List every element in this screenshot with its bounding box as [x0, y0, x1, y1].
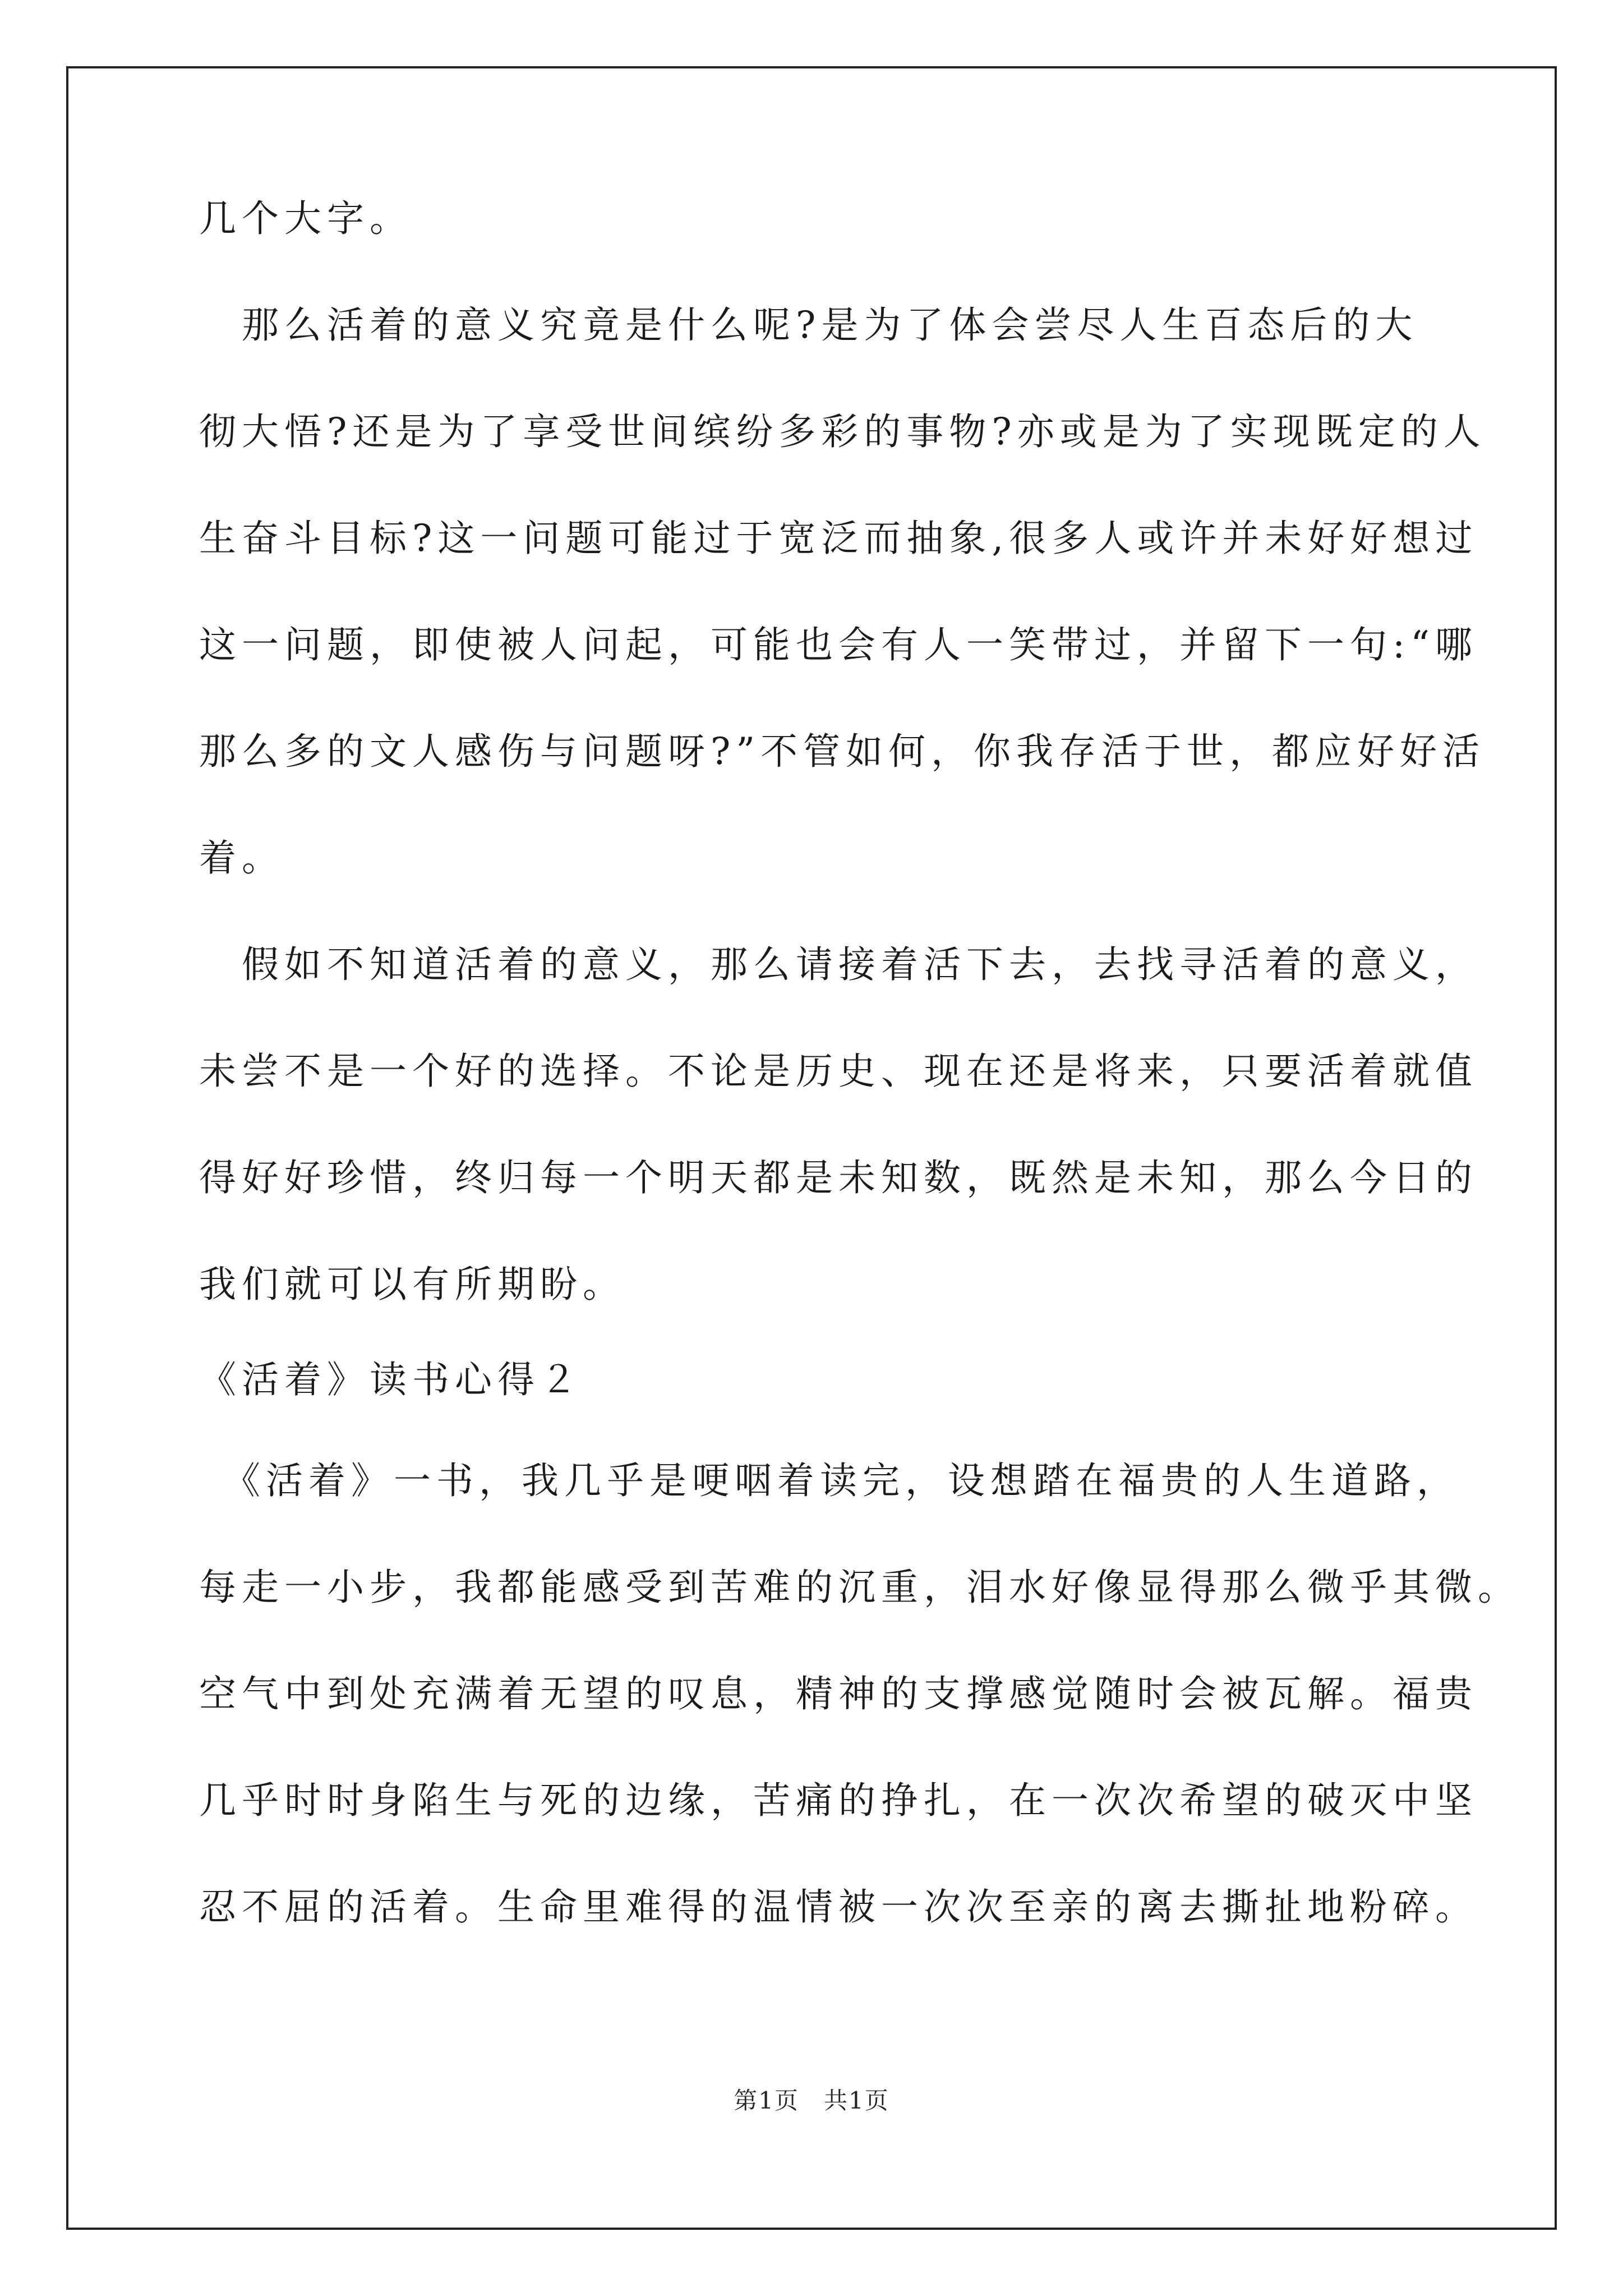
text-line: 彻大悟?还是为了享受世间缤纷多彩的事物?亦或是为了实现既定的人 [199, 410, 1486, 453]
text-line: 每走一小步，我都能感受到苦难的沉重，泪水好像显得那么微乎其微。 [199, 1566, 1520, 1609]
text-line: 那么活着的意义究竟是什么呢?是为了体会尝尽人生百态后的大 [199, 303, 1418, 347]
text-line: 我们就可以有所期盼。 [199, 1263, 625, 1306]
text-line: 忍不屈的活着。生命里难得的温情被一次次至亲的离去撕扯地粉碎。 [199, 1885, 1478, 1929]
text-line: 几个大字。 [199, 197, 412, 240]
text-line: 着。 [199, 836, 284, 880]
section-heading: 《活着》读书心得２ [199, 1358, 583, 1401]
text-line: 生奋斗目标?这一问题可能过于宽泛而抽象,很多人或许并未好好想过 [199, 517, 1478, 560]
text-line: 空气中到处充满着无望的叹息，精神的支撑感觉随时会被瓦解。福贵 [199, 1672, 1478, 1715]
text-line: 几乎时时身陷生与死的边缘，苦痛的挣扎，在一次次希望的破灭中坚 [199, 1779, 1478, 1822]
text-line: 《活着》一书，我几乎是哽咽着读完，设想踏在福贵的人生道路， [199, 1459, 1459, 1502]
page-footer: 第1页 共1页 [734, 2087, 889, 2114]
text-line: 假如不知道活着的意义，那么请接着活下去，去找寻活着的意义， [199, 943, 1478, 986]
text-line: 这一问题，即使被人问起，可能也会有人一笑带过，并留下一句:“哪 [199, 623, 1478, 666]
text-line: 那么多的文人感伤与问题呀?”不管如何，你我存活于世，都应好好活 [199, 730, 1486, 773]
text-line: 得好好珍惜，终归每一个明天都是未知数，既然是未知，那么今日的 [199, 1156, 1478, 1199]
text-line: 未尝不是一个好的选择。不论是历史、现在还是将来，只要活着就值 [199, 1050, 1478, 1093]
